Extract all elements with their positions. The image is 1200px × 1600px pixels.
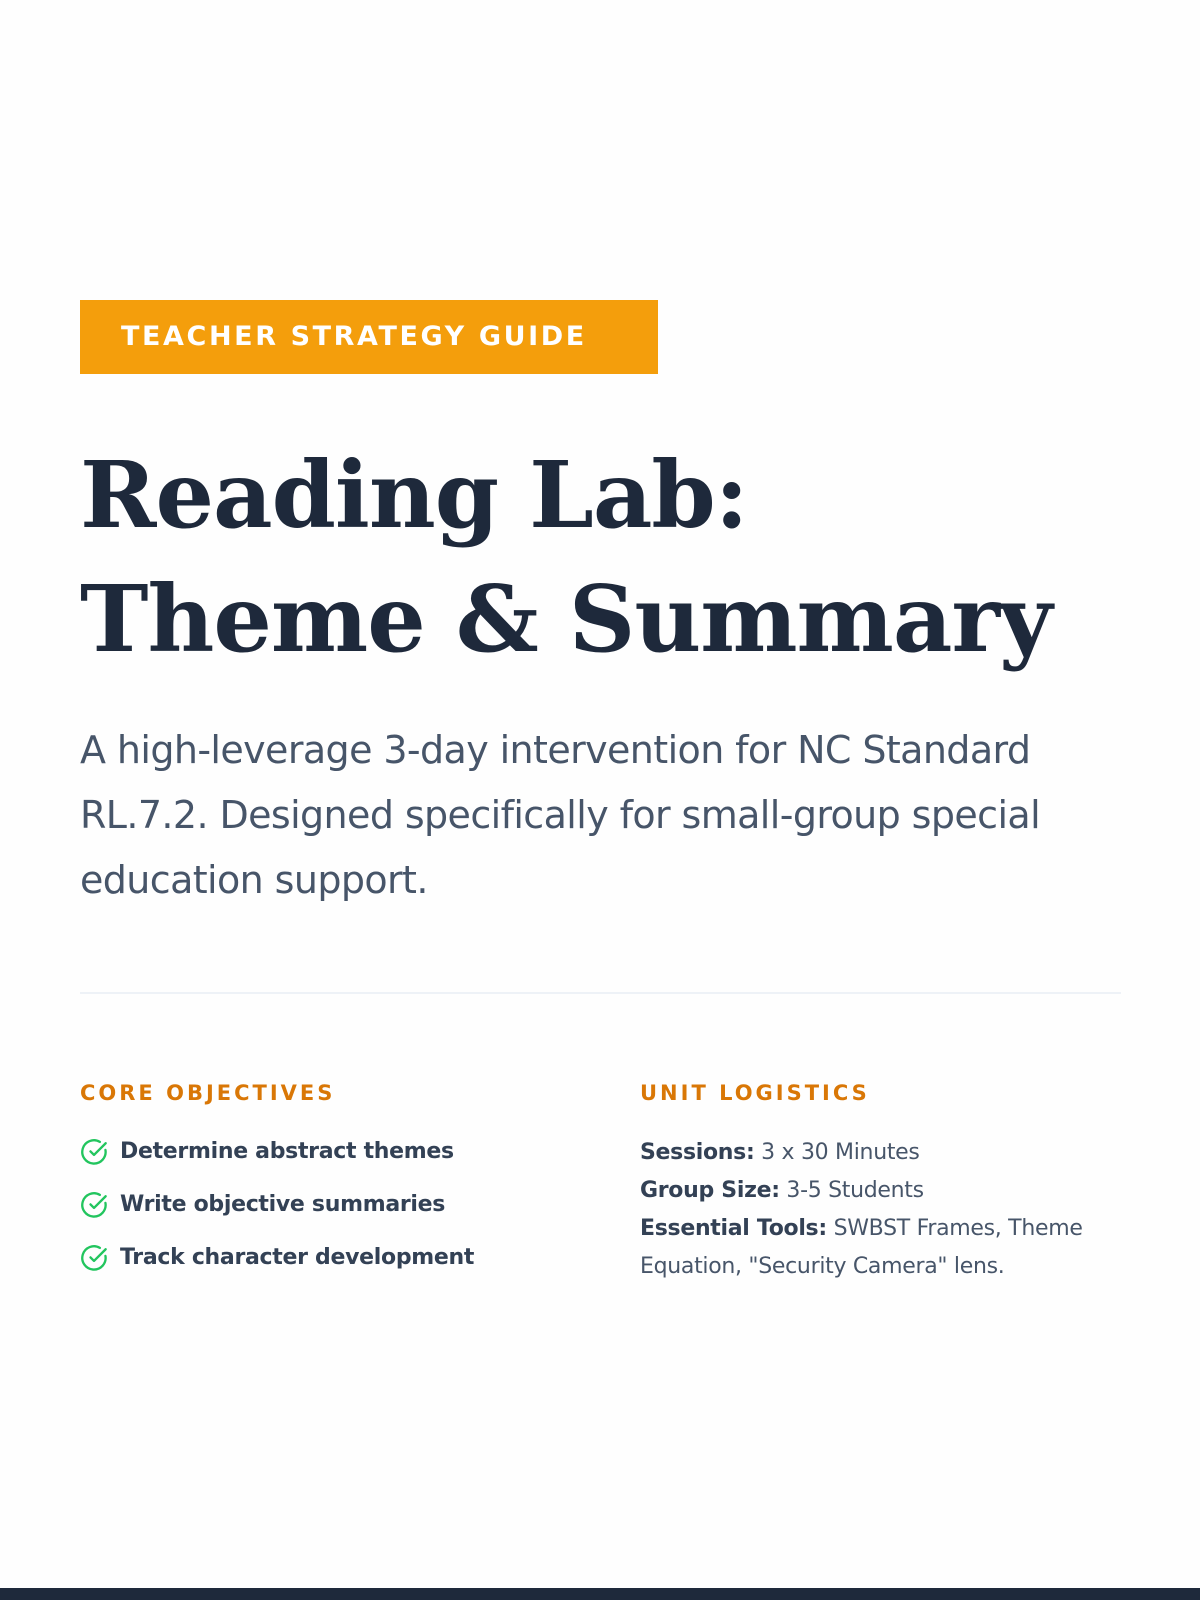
objective-text: Write objective summaries bbox=[120, 1192, 446, 1217]
group-size-value: 3-5 Students bbox=[786, 1178, 924, 1203]
title-line-1: Reading Lab: bbox=[80, 441, 748, 549]
objective-text: Determine abstract themes bbox=[120, 1139, 454, 1164]
sessions-row bbox=[640, 1134, 1100, 1172]
sessions-value: 3 x 30 Minutes bbox=[761, 1140, 920, 1165]
page-subtitle: A high-leverage 3-day intervention for NC Standard RL.7.2. Designed specifically for small-group special education support. bbox=[80, 728, 1041, 902]
check-circle-icon bbox=[80, 1138, 108, 1166]
essential-tools-label: Essential Tools: bbox=[640, 1216, 827, 1241]
objective-item bbox=[80, 1231, 474, 1284]
section-divider bbox=[80, 992, 1121, 994]
guide-type-badge: TEACHER STRATEGY GUIDE bbox=[80, 300, 658, 374]
core-objectives-list bbox=[80, 1125, 474, 1284]
check-circle-icon bbox=[80, 1244, 108, 1272]
check-circle-icon bbox=[80, 1191, 108, 1219]
group-size-row bbox=[640, 1172, 1100, 1210]
footer-bar bbox=[0, 1588, 1200, 1600]
objective-text: Track character development bbox=[120, 1245, 475, 1270]
unit-logistics-details bbox=[640, 1134, 1100, 1286]
essential-tools-value: SWBST Frames, Theme Equation, "Security Camera" lens. bbox=[640, 1216, 1083, 1279]
core-objectives-heading: CORE OBJECTIVES bbox=[80, 1081, 336, 1105]
objective-item bbox=[80, 1178, 474, 1231]
essential-tools-row bbox=[640, 1210, 1100, 1286]
title-line-2: Theme & Summary bbox=[80, 565, 1052, 673]
objective-item bbox=[80, 1125, 474, 1178]
group-size-label: Group Size: bbox=[640, 1178, 780, 1203]
unit-logistics-heading: UNIT LOGISTICS bbox=[640, 1081, 870, 1105]
page-title bbox=[80, 433, 1051, 681]
sessions-label: Sessions: bbox=[640, 1140, 755, 1165]
